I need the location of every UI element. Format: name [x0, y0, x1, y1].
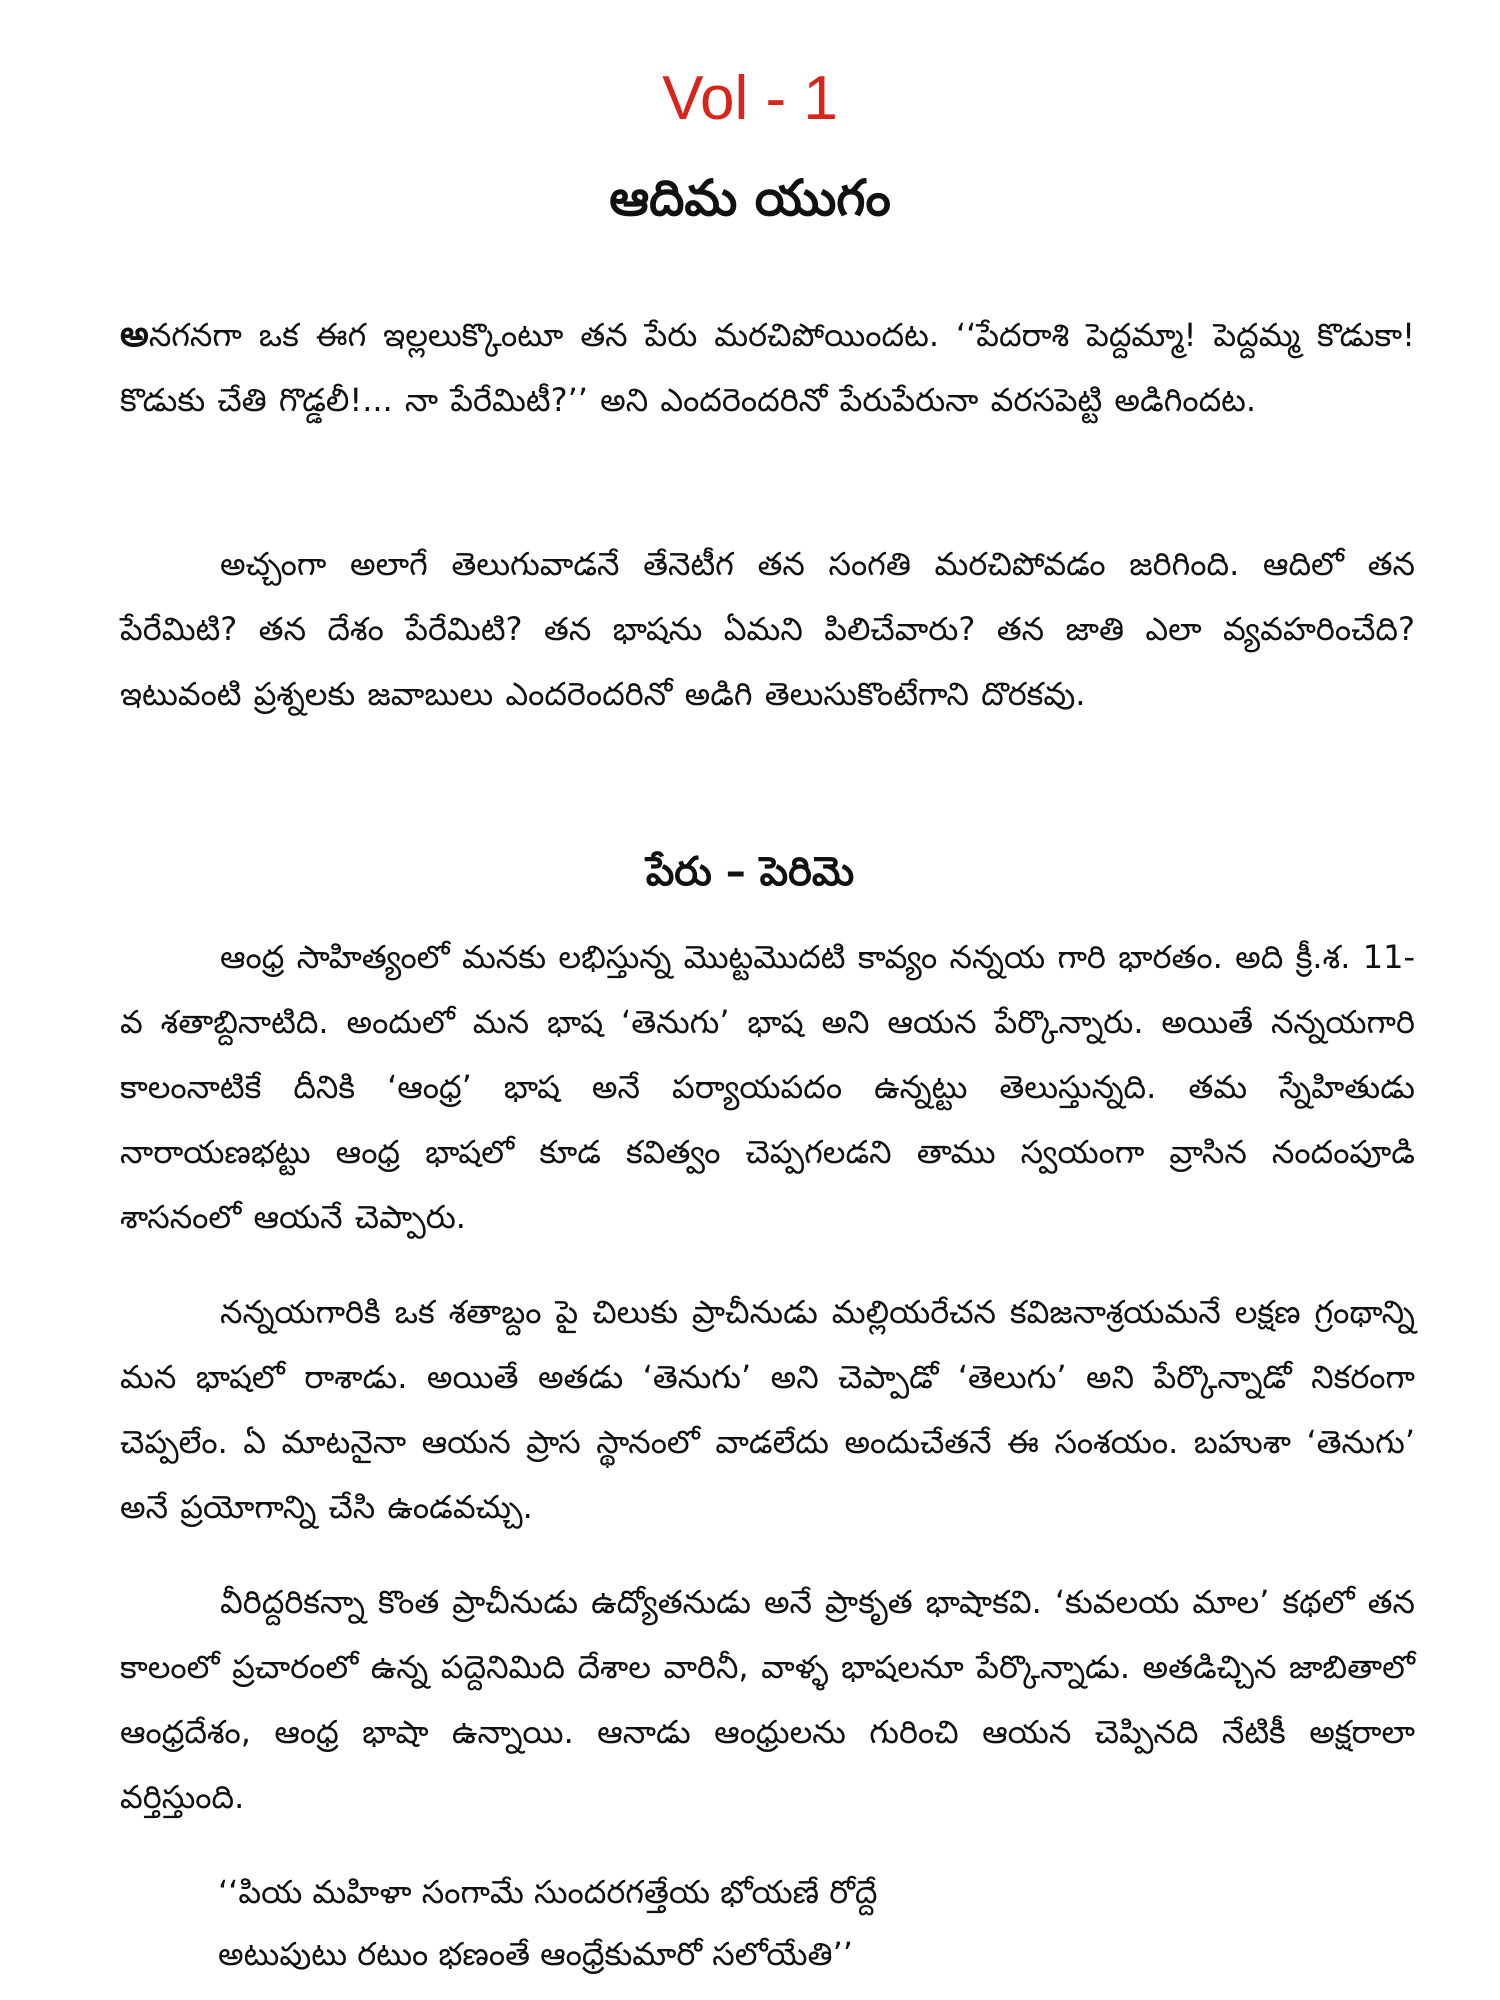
paragraph-3: ఆంధ్ర సాహిత్యంలో మనకు లభిస్తున్న మొట్టమొదటి కావ్యం నన్నయ గారి భారతం. అది క్రీ.శ. 11-వ శతాబ్దినాటిది. అందులో మన భాష ‘తెనుగు’ భాష అని ఆయన పేర్కొన్నారు. అయితే నన్నయగారి కాలంనాటికే దీనికి ‘ఆంధ్ర’ భాష అనే పర్యాయపదం ఉన్నట్టు తెలుస్తున్నది. తమ స్నేహితుడు నారాయణభట్టు ఆంధ్ర భాషలో కూడ కవిత్వం చెప్పగలడని తాము స్వయంగా వ్రాసిన నందంపూడి శాసనంలో ఆయనే చెప్పారు.	[120, 938, 1415, 1236]
paragraph-2: అచ్చంగా అలాగే తెలుగువాడనే తేనెటీగ తన సంగతి మరచిపోవడం జరిగింది. ఆదిలో తన పేరేమిటి? తన దేశం పేరేమిటి? తన భాషను ఏమని పిలిచేవారు? తన జాతి ఎలా వ్యవహరించేది? ఇటువంటి ప్రశ్నలకు జవాబులు ఎందరెందరినో అడిగి తెలుసుకొంటేగాని దొరకవు.	[120, 545, 1415, 713]
paragraph-1-text: నగనగా ఒక ఈగ ఇల్లలుక్కొంటూ తన పేరు మరచిపోయిందట. ‘‘పేదరాశి పెద్దమ్మా! పెద్దమ్మ కొడుకా! కొడుకు చేతి గొడ్డలీ!... నా పేరేమిటీ?’’ అని ఎందరెందరినో పేరుపేరునా వరసపెట్టి అడిగిందట.	[120, 316, 1415, 419]
chapter-title: ఆదిమ యుగం	[609, 169, 891, 227]
verse-line-1: ‘‘పియ మహిళా సంగామే సుందరగత్తేయ భోయణే రోద్దే	[218, 1873, 878, 1911]
verse-line-2: అటుపుటు రటుం భణంతే ఆంధ్రేకుమారో సలోయేతి’’	[218, 1935, 853, 1973]
drop-cap: అ	[120, 314, 149, 355]
section-title: పేరు – పెరిమె	[645, 849, 855, 895]
volume-label: Vol - 1	[662, 64, 838, 133]
paragraph-5: వీరిద్దరికన్నా కొంత ప్రాచీనుడు ఉద్యోతనుడు అనే ప్రాకృత భాషాకవి. ‘కువలయ మాల’ కథలో తన కాలంలో ప్రచారంలో ఉన్న పద్దెనిమిది దేశాల వారినీ, వాళ్ళ భాషలనూ పేర్కొన్నాడు. అతడిచ్చిన జాబితాలో ఆంధ్రదేశం, ఆంధ్ర భాషా ఉన్నాయి. ఆనాడు ఆంధ్రులను గురించి ఆయన చెప్పినది నేటికీ అక్షరాలా వర్తిస్తుంది.	[120, 1583, 1415, 1816]
paragraph-4: నన్నయగారికి ఒక శతాబ్దం పై చిలుకు ప్రాచీనుడు మల్లియరేచన కవిజనాశ్రయమనే లక్షణ గ్రంథాన్ని మన భాషలో రాశాడు. అయితే అతడు ‘తెనుగు’ అని చెప్పాడో ‘తెలుగు’ అని పేర్కొన్నాడో నికరంగా చెప్పలేం. ఏ మాటనైనా ఆయన ప్రాస స్థానంలో వాడలేదు అందుచేతనే ఈ సంశయం. బహుశా ‘తెనుగు’ అనే ప్రయోగాన్ని చేసి ఉండవచ్చు.	[120, 1293, 1415, 1526]
paragraph-1	[120, 302, 1415, 433]
